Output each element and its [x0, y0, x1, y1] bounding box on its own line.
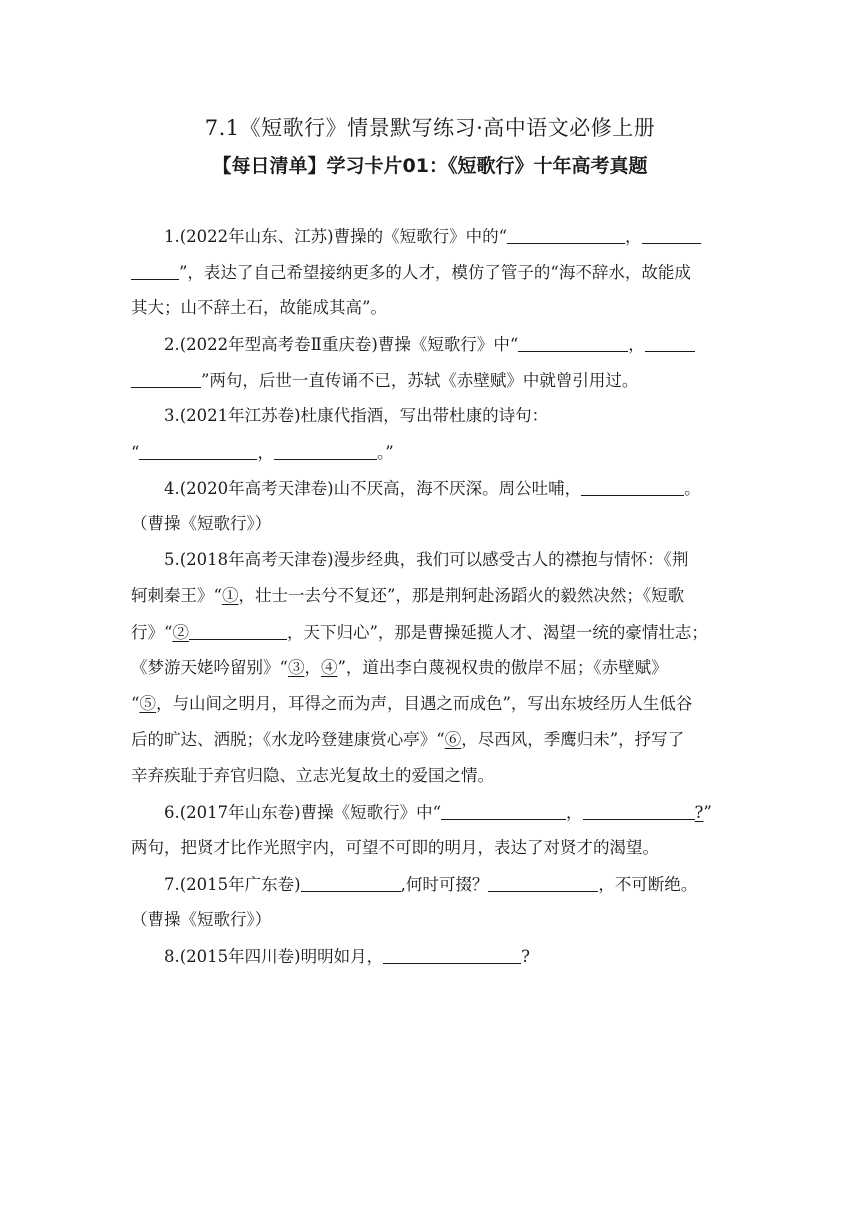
question-6-line-2: 两句，把贤才比作光照宇内，可望不可即的明月，表达了对贤才的渴望。 [131, 838, 659, 857]
answer-blank[interactable] [274, 442, 377, 460]
question-5-line-1: 5.(2018年高考天津卷)漫步经典，我们可以感受古人的襟抱与情怀：《荆 [164, 550, 689, 569]
question-7-line-2: （曹操《短歌行》） [131, 910, 272, 929]
question-3-line-2: “ ， 。” [131, 443, 394, 462]
question-5-line-2: 轲刺秦王》“①，壮士一去兮不复还”，那是荆轲赴汤蹈火的毅然决然；《短歌 [131, 586, 685, 605]
question-7-line-1: 7.(2015年广东卷) ,何时可掇？ ，不可断绝。 [164, 875, 698, 894]
question-4-line-1: 4.(2020年高考天津卷)山不厌高，海不厌深。周公吐哺， 。 [164, 479, 701, 498]
answer-blank[interactable] [189, 622, 287, 640]
answer-blank[interactable] [507, 226, 625, 244]
answer-blank[interactable] [139, 442, 257, 460]
question-5-line-6: 后的旷达、洒脱；《水龙吟登建康赏心亭》“⑥，尽西风，季鹰归未”，抒写了 [131, 730, 685, 749]
question-4-line-2: （曹操《短歌行》） [131, 514, 272, 533]
question-3-line-1: 3.(2021年江苏卷)杜康代指酒，写出带杜康的诗句： [164, 406, 549, 425]
answer-blank[interactable] [383, 946, 521, 964]
document-subtitle: 【每日清单】学习卡片01：《短歌行》十年高考真题 [212, 155, 648, 177]
blank-marker-4[interactable]: ④ [320, 658, 338, 677]
question-2-line-1: 2.(2022年型高考卷Ⅱ重庆卷)曹操《短歌行》中“ ， [164, 334, 695, 355]
answer-blank[interactable] [441, 802, 566, 820]
question-5-line-7: 辛弃疾耻于弃官归隐、立志光复故土的爱国之情。 [131, 766, 494, 785]
answer-blank[interactable] [581, 478, 684, 496]
answer-blank[interactable] [488, 874, 598, 892]
blank-marker-1[interactable]: ① [221, 586, 239, 605]
answer-blank[interactable] [518, 334, 628, 352]
blank-marker-5[interactable]: ⑤ [139, 694, 156, 713]
question-1-line-1: 1.(2022年山东、江苏)曹操的《短歌行》中的“ ， [164, 226, 701, 247]
question-8-line-1: 8.(2015年四川卷)明明如月， ? [164, 947, 530, 966]
answer-blank[interactable] [645, 334, 695, 352]
question-2-line-2: ”两句，后世一直传诵不已，苏轼《赤壁赋》中就曾引用过。 [131, 370, 638, 391]
question-1-line-3: 其大；山不辞土石，故能成其高”。 [131, 298, 387, 317]
answer-blank[interactable] [642, 226, 701, 244]
answer-blank[interactable] [301, 874, 401, 892]
question-5-line-4: 《梦游天姥吟留别》“③，④”，道出李白蔑视权贵的傲岸不屈；《赤壁赋》 [131, 658, 668, 677]
answer-blank[interactable] [583, 802, 695, 820]
blank-marker-3[interactable]: ③ [287, 658, 305, 677]
question-6-line-1: 6.(2017年山东卷)曹操《短歌行》中“ ， ?” [164, 803, 712, 822]
document-title: 7.1《短歌行》情景默写练习·高中语文必修上册 [204, 116, 656, 140]
question-5-line-5: “⑤，与山间之明月，耳得之而为声，目遇之而成色”，写出东坡经历人生低谷 [131, 694, 693, 713]
answer-blank[interactable] [131, 262, 179, 280]
blank-marker-2[interactable]: ② [172, 623, 189, 642]
question-1-line-2: ”，表达了自己希望接纳更多的人才，模仿了管子的“海不辞水，故能成 [131, 262, 691, 283]
question-5-line-3: 行》“② ，天下归心”，那是曹操延揽人才、渴望一统的豪情壮志； [131, 623, 708, 642]
answer-blank[interactable] [131, 370, 201, 388]
blank-marker-6[interactable]: ⑥ [444, 730, 462, 749]
